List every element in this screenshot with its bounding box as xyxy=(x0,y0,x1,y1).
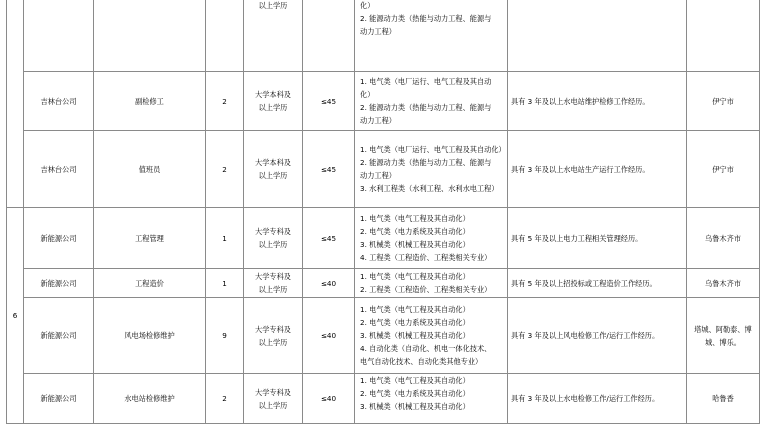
company-cell: 吉林台公司 xyxy=(24,131,94,208)
company-cell: 新能源公司 xyxy=(24,374,94,424)
company-cell: 新能源公司 xyxy=(24,208,94,269)
group-index-cell: 6 xyxy=(7,208,24,424)
education-cell: 大学本科及 以上学历 xyxy=(244,131,303,208)
majors-cell: 1. 电气类（电气工程及其自动化） 2. 电气类（电力系统及其自动化） 3. 机械类（机械工程及其自动化） 4. 自动化类（自动化、机电一体化技术、 电气自动化技术、自动化类其他专业） xyxy=(355,298,508,374)
age-cell: ≤40 xyxy=(303,269,355,298)
experience-cell: 具有 5 年及以上招投标或工程造价工作经历。 xyxy=(508,269,687,298)
table-row xyxy=(7,72,760,131)
count-cell: 9 xyxy=(206,298,244,374)
location-cell xyxy=(687,0,760,72)
experience-cell: 具有 3 年及以上风电检修工作/运行工作经历。 xyxy=(508,298,687,374)
recruitment-table xyxy=(6,0,760,424)
location-cell: 乌鲁木齐市 xyxy=(687,269,760,298)
count-cell: 2 xyxy=(206,374,244,424)
table-row xyxy=(7,298,760,374)
position-cell: 风电场检修维护 xyxy=(94,298,206,374)
age-cell: ≤40 xyxy=(303,298,355,374)
education-cell: 大学专科及 以上学历 xyxy=(244,208,303,269)
location-cell: 哈鲁香 xyxy=(687,374,760,424)
education-cell: 大学本科及 以上学历 xyxy=(244,72,303,131)
count-cell: 2 xyxy=(206,72,244,131)
table-row xyxy=(7,208,760,269)
company-cell xyxy=(24,0,94,72)
company-cell: 吉林台公司 xyxy=(24,72,94,131)
table-row xyxy=(7,0,760,72)
age-cell: ≤45 xyxy=(303,131,355,208)
education-cell: 大学专科及 以上学历 xyxy=(244,269,303,298)
table-row xyxy=(7,269,760,298)
count-cell: 2 xyxy=(206,131,244,208)
count-cell xyxy=(206,0,244,72)
position-cell xyxy=(94,0,206,72)
majors-cell: 1. 电气类（电厂运行、电气工程及其自动化） 2. 能源动力类（热能与动力工程、能源与 动力工程） 3. 水利工程类（水利工程、水利水电工程） xyxy=(355,131,508,208)
education-cell: 以上学历 xyxy=(244,0,303,72)
position-cell: 值班员 xyxy=(94,131,206,208)
age-cell: ≤40 xyxy=(303,374,355,424)
location-cell: 伊宁市 xyxy=(687,131,760,208)
table-row xyxy=(7,374,760,424)
location-cell: 乌鲁木齐市 xyxy=(687,208,760,269)
company-cell: 新能源公司 xyxy=(24,269,94,298)
experience-cell: 具有 3 年及以上水电站生产运行工作经历。 xyxy=(508,131,687,208)
majors-cell: 1. 电气类（电气工程及其自动化） 2. 电气类（电力系统及其自动化） 3. 机械类（机械工程及其自动化） xyxy=(355,374,508,424)
age-cell: ≤45 xyxy=(303,72,355,131)
majors-cell: 1. 电气类（电气工程及其自动化） 2. 工程类（工程造价、工程类相关专业） xyxy=(355,269,508,298)
position-cell: 副检修工 xyxy=(94,72,206,131)
group-index-cell-prev xyxy=(7,0,24,208)
company-cell: 新能源公司 xyxy=(24,298,94,374)
location-cell: 伊宁市 xyxy=(687,72,760,131)
age-cell: ≤45 xyxy=(303,208,355,269)
majors-cell: 化） 2. 能源动力类（热能与动力工程、能源与 动力工程） xyxy=(355,0,508,72)
location-cell: 塔城、阿勒泰、博 城、博乐。 xyxy=(687,298,760,374)
count-cell: 1 xyxy=(206,208,244,269)
table-row xyxy=(7,131,760,208)
age-cell xyxy=(303,0,355,72)
education-cell: 大学专科及 以上学历 xyxy=(244,298,303,374)
count-cell: 1 xyxy=(206,269,244,298)
experience-cell: 具有 3 年及以上水电检修工作/运行工作经历。 xyxy=(508,374,687,424)
position-cell: 工程造价 xyxy=(94,269,206,298)
majors-cell: 1. 电气类（电气工程及其自动化） 2. 电气类（电力系统及其自动化） 3. 机械类（机械工程及其自动化） 4. 工程类（工程造价、工程类相关专业） xyxy=(355,208,508,269)
position-cell: 工程管理 xyxy=(94,208,206,269)
experience-cell: 具有 5 年及以上电力工程相关管理经历。 xyxy=(508,208,687,269)
experience-cell: 具有 3 年及以上水电站维护检修工作经历。 xyxy=(508,72,687,131)
experience-cell xyxy=(508,0,687,72)
position-cell: 水电站检修维护 xyxy=(94,374,206,424)
education-cell: 大学专科及 以上学历 xyxy=(244,374,303,424)
majors-cell: 1. 电气类（电厂运行、电气工程及其自动 化） 2. 能源动力类（热能与动力工程、能源与 动力工程） xyxy=(355,72,508,131)
